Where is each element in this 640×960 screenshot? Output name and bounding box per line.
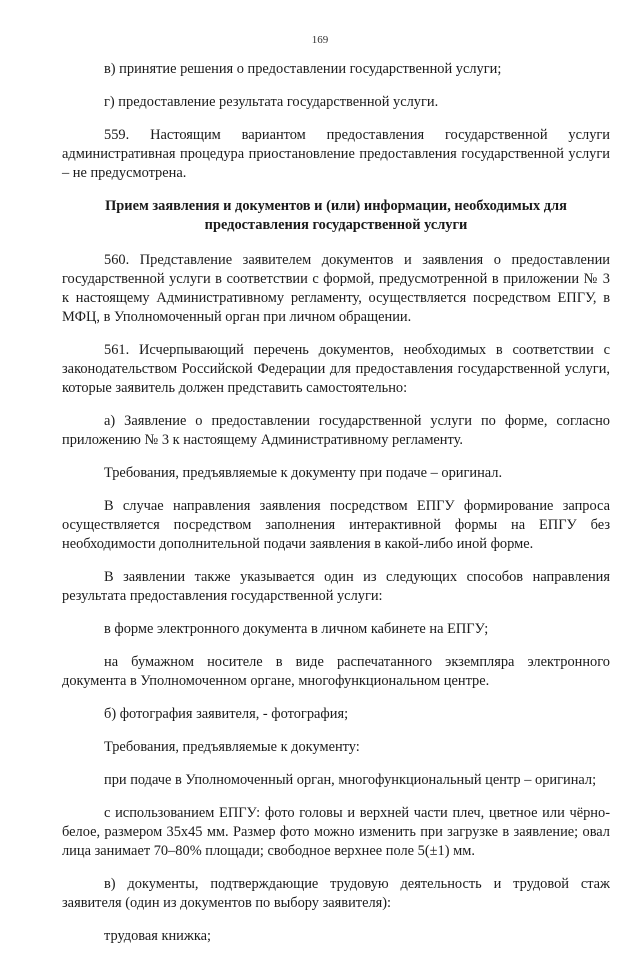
section-heading: Прием заявления и документов и (или) информации, необходимых для предоставления государственной услуги (105, 198, 567, 233)
list-item-v2: в) документы, подтверждающие трудовую деятельность и трудовой стаж заявителя (один из документов по выбору заявителя): (62, 876, 610, 911)
paragraph: с использованием ЕПГУ: фото головы и верхней части плеч, цветное или чёрно-белое, размером 35х45 мм. Размер фото можно изменить при загрузке в заявление; овал лица занимает 70–80% площади; свободное верхнее поле 5(±1) мм. (62, 805, 610, 859)
paragraph-559: 559. Настоящим вариантом предоставления государственной услуги административная процедура приостановление предоставления государственной услуги – не предусмотрена. (62, 127, 610, 181)
paragraph: Требования, предъявляемые к документу: (104, 739, 360, 755)
list-item-g: г) предоставление результата государственной услуги. (104, 94, 439, 110)
paragraph: В заявлении также указывается один из следующих способов направления результата предоставления государственной услуги: (62, 569, 610, 604)
list-item-v: в) принятие решения о предоставлении государственной услуги; (104, 61, 502, 77)
list-item-b: б) фотография заявителя, - фотография; (104, 706, 349, 722)
paragraph: трудовая книжка; (104, 928, 211, 944)
paragraph-561: 561. Исчерпывающий перечень документов, необходимых в соответствии с законодательством Российской Федерации для предоставления государственной услуги, которые заявитель должен представить самостоятельно: (62, 342, 610, 396)
page-number: 169 (311, 34, 329, 46)
paragraph: в форме электронного документа в личном кабинете на ЕПГУ; (104, 621, 489, 637)
paragraph: В случае направления заявления посредством ЕПГУ формирование запроса осуществляется посредством заполнения интерактивной формы на ЕПГУ без необходимости дополнительной подачи заявления в какой-либо иной форме. (62, 498, 610, 552)
list-item-a: а) Заявление о предоставлении государственной услуги по форме, согласно приложению № 3 к настоящему Административному регламенту. (62, 413, 610, 448)
document-body (62, 60, 610, 960)
paragraph: Требования, предъявляемые к документу при подаче – оригинал. (104, 465, 503, 481)
paragraph: при подаче в Уполномоченный орган, многофункциональный центр – оригинал; (104, 772, 597, 788)
paragraph: на бумажном носителе в виде распечатанного экземпляра электронного документа в Уполномоченном органе, многофункциональном центре. (62, 654, 610, 689)
paragraph-560: 560. Представление заявителем документов и заявления о предоставлении государственной услуги в соответствии с формой, предусмотренной в приложении № 3 к настоящему Административному регламенту, осуществляется посредством ЕПГУ, в МФЦ, в Уполномоченный орган при личном обращении. (62, 252, 610, 325)
